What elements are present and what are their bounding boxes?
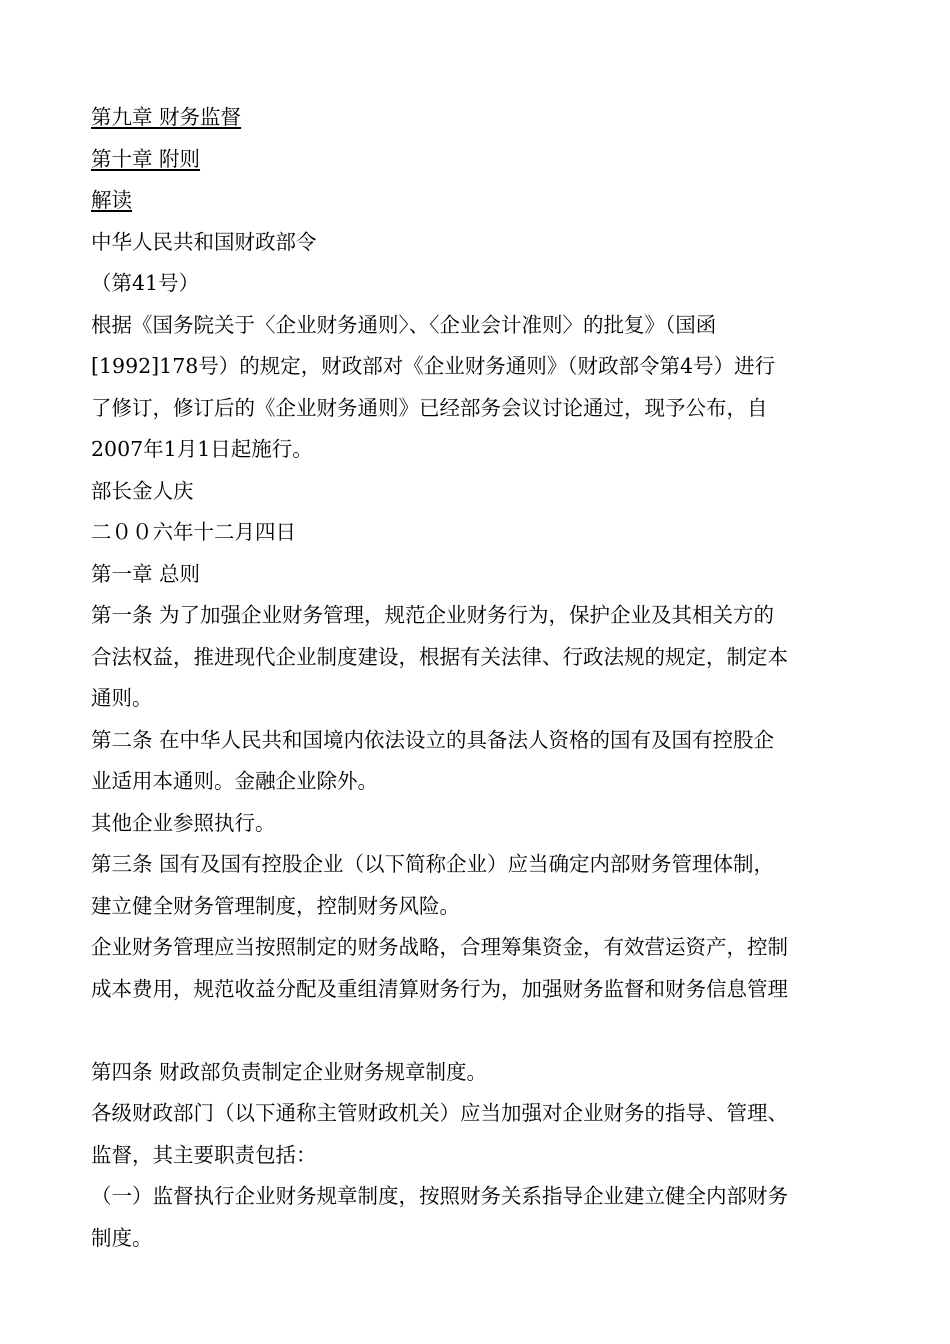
toc-link-interpretation[interactable]: 解读: [91, 188, 132, 212]
document-page: [91, 97, 859, 1259]
decree-issuer: 中华人民共和国财政部令: [91, 229, 317, 254]
toc-link-chapter9[interactable]: 第九章 财务监督: [91, 105, 242, 129]
decree-body-line: 了修订，修订后的《企业财务通则》已经部务会议讨论通过，现予公布，自: [91, 395, 768, 420]
article2-line: 业适用本通则。金融企业除外。: [91, 769, 378, 793]
article3-line: 第三条 国有及国有控股企业（以下简称企业）应当确定内部财务管理体制，: [91, 852, 775, 876]
decree-body-line: 根据《国务院关于〈企业财务通则〉、〈企业会计准则〉的批复》（国函: [91, 312, 717, 337]
article1-line: 合法权益，推进现代企业制度建设，根据有关法律、行政法规的规定，制定本: [91, 644, 788, 669]
toc-link-chapter10[interactable]: 第十章 附则: [91, 146, 201, 171]
article2-extra: 其他企业参照执行。: [91, 810, 276, 835]
decree-body-line: 2007年1月1日起施行。: [91, 437, 313, 461]
article4: 第四条 财政部负责制定企业财务规章制度。: [91, 1059, 488, 1084]
article2-line: 第二条 在中华人民共和国境内依法设立的具备法人资格的国有及国有控股企: [91, 727, 775, 752]
decree-body-line: [1992]178号）的规定，财政部对《企业财务通则》（财政部令第4号）进行: [91, 354, 776, 378]
decree-signature: 部长金人庆: [91, 478, 194, 503]
chapter-title: 第一章 总则: [91, 561, 201, 586]
article4-extra-line: 监督，其主要职责包括：: [91, 1142, 317, 1167]
duty1-line: 制度。: [91, 1225, 153, 1250]
decree-date: 二００六年十二月四日: [91, 520, 296, 544]
article1-line: 通则。: [91, 686, 153, 710]
duty1-line: （一）监督执行企业财务规章制度，按照财务关系指导企业建立健全内部财务: [91, 1184, 788, 1208]
article1-line: 第一条 为了加强企业财务管理，规范企业财务行为，保护企业及其相关方的: [91, 603, 775, 627]
blank-line: [91, 1010, 859, 1052]
article4-extra-line: 各级财政部门（以下通称主管财政机关）应当加强对企业财务的指导、管理、: [91, 1101, 788, 1125]
article3-extra-line: 成本费用，规范收益分配及重组清算财务行为，加强财务监督和财务信息管理: [91, 976, 788, 1001]
article3-line: 建立健全财务管理制度，控制财务风险。: [91, 893, 460, 918]
decree-number: （第41号）: [91, 271, 200, 295]
article3-extra-line: 企业财务管理应当按照制定的财务战略，合理筹集资金，有效营运资产，控制: [91, 935, 788, 959]
